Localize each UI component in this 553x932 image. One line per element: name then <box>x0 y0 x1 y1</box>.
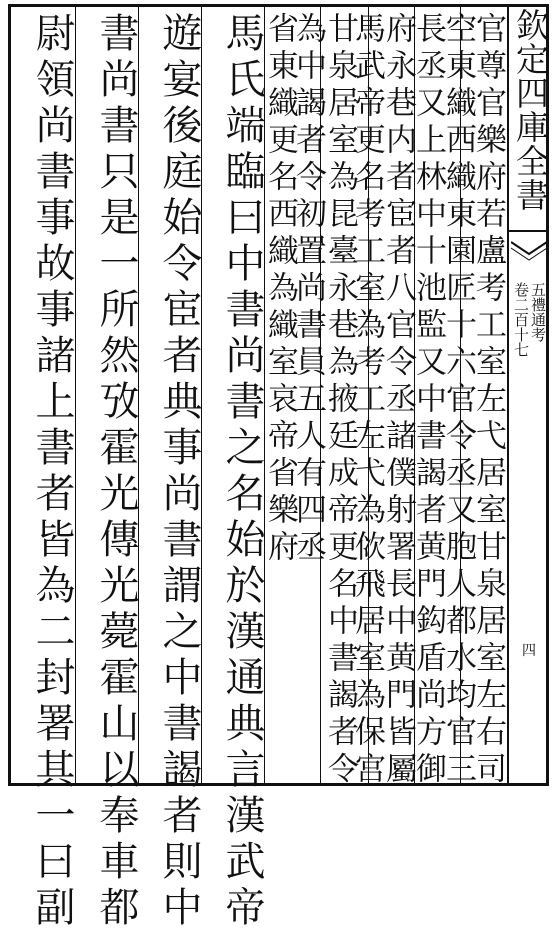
fishtail-mark-icon <box>511 240 547 262</box>
page-number: 四 <box>522 643 536 659</box>
text-column: 馬武帝更名考工室為考工左弋為佽飛居室為保宫 <box>349 12 385 789</box>
text-column: 遊宴後庭始令宦者典事尚書謂之中書謁者則中 <box>156 12 202 932</box>
volume-number: 卷二百十七 <box>512 282 530 357</box>
text-column: 為中謁者令初置尚書員五人有四丞 <box>290 12 326 567</box>
text-column: 省東織更名西織為織室哀帝省樂府 <box>262 12 298 567</box>
text-column: 甘泉居室為昆臺永巷為掖廷成帝更名中書謁者令 <box>322 12 358 789</box>
text-column: 尉領尚書事故事諸上書者皆為二封署其一曰副 <box>29 12 75 932</box>
text-column: 長丞又上林中十池監又中書謁者黄門鈎盾尚方御 <box>410 12 446 789</box>
section-title: 五禮通考 <box>529 282 547 342</box>
text-column: 書尚書只是一所然攷霍光傳光薨霍山以奉車都 <box>93 12 139 932</box>
text-column: 府永巷内者宦者八官令丞諸僕射署長中黄門皆屬 <box>380 12 416 789</box>
margin-divider <box>509 230 547 232</box>
text-column: 馬氏端臨曰中書尚書之名始於漢通典言漢武帝 <box>219 12 265 932</box>
text-column: 官尊官樂府若盧考工室左弋居室甘泉居室左右司 <box>470 12 506 789</box>
text-column: 空東織西織東園匠十六官令丞又胞人都水均官三 <box>440 12 476 789</box>
book-title: 欽定四庫全書 <box>511 8 550 212</box>
margin-strip <box>507 4 549 786</box>
